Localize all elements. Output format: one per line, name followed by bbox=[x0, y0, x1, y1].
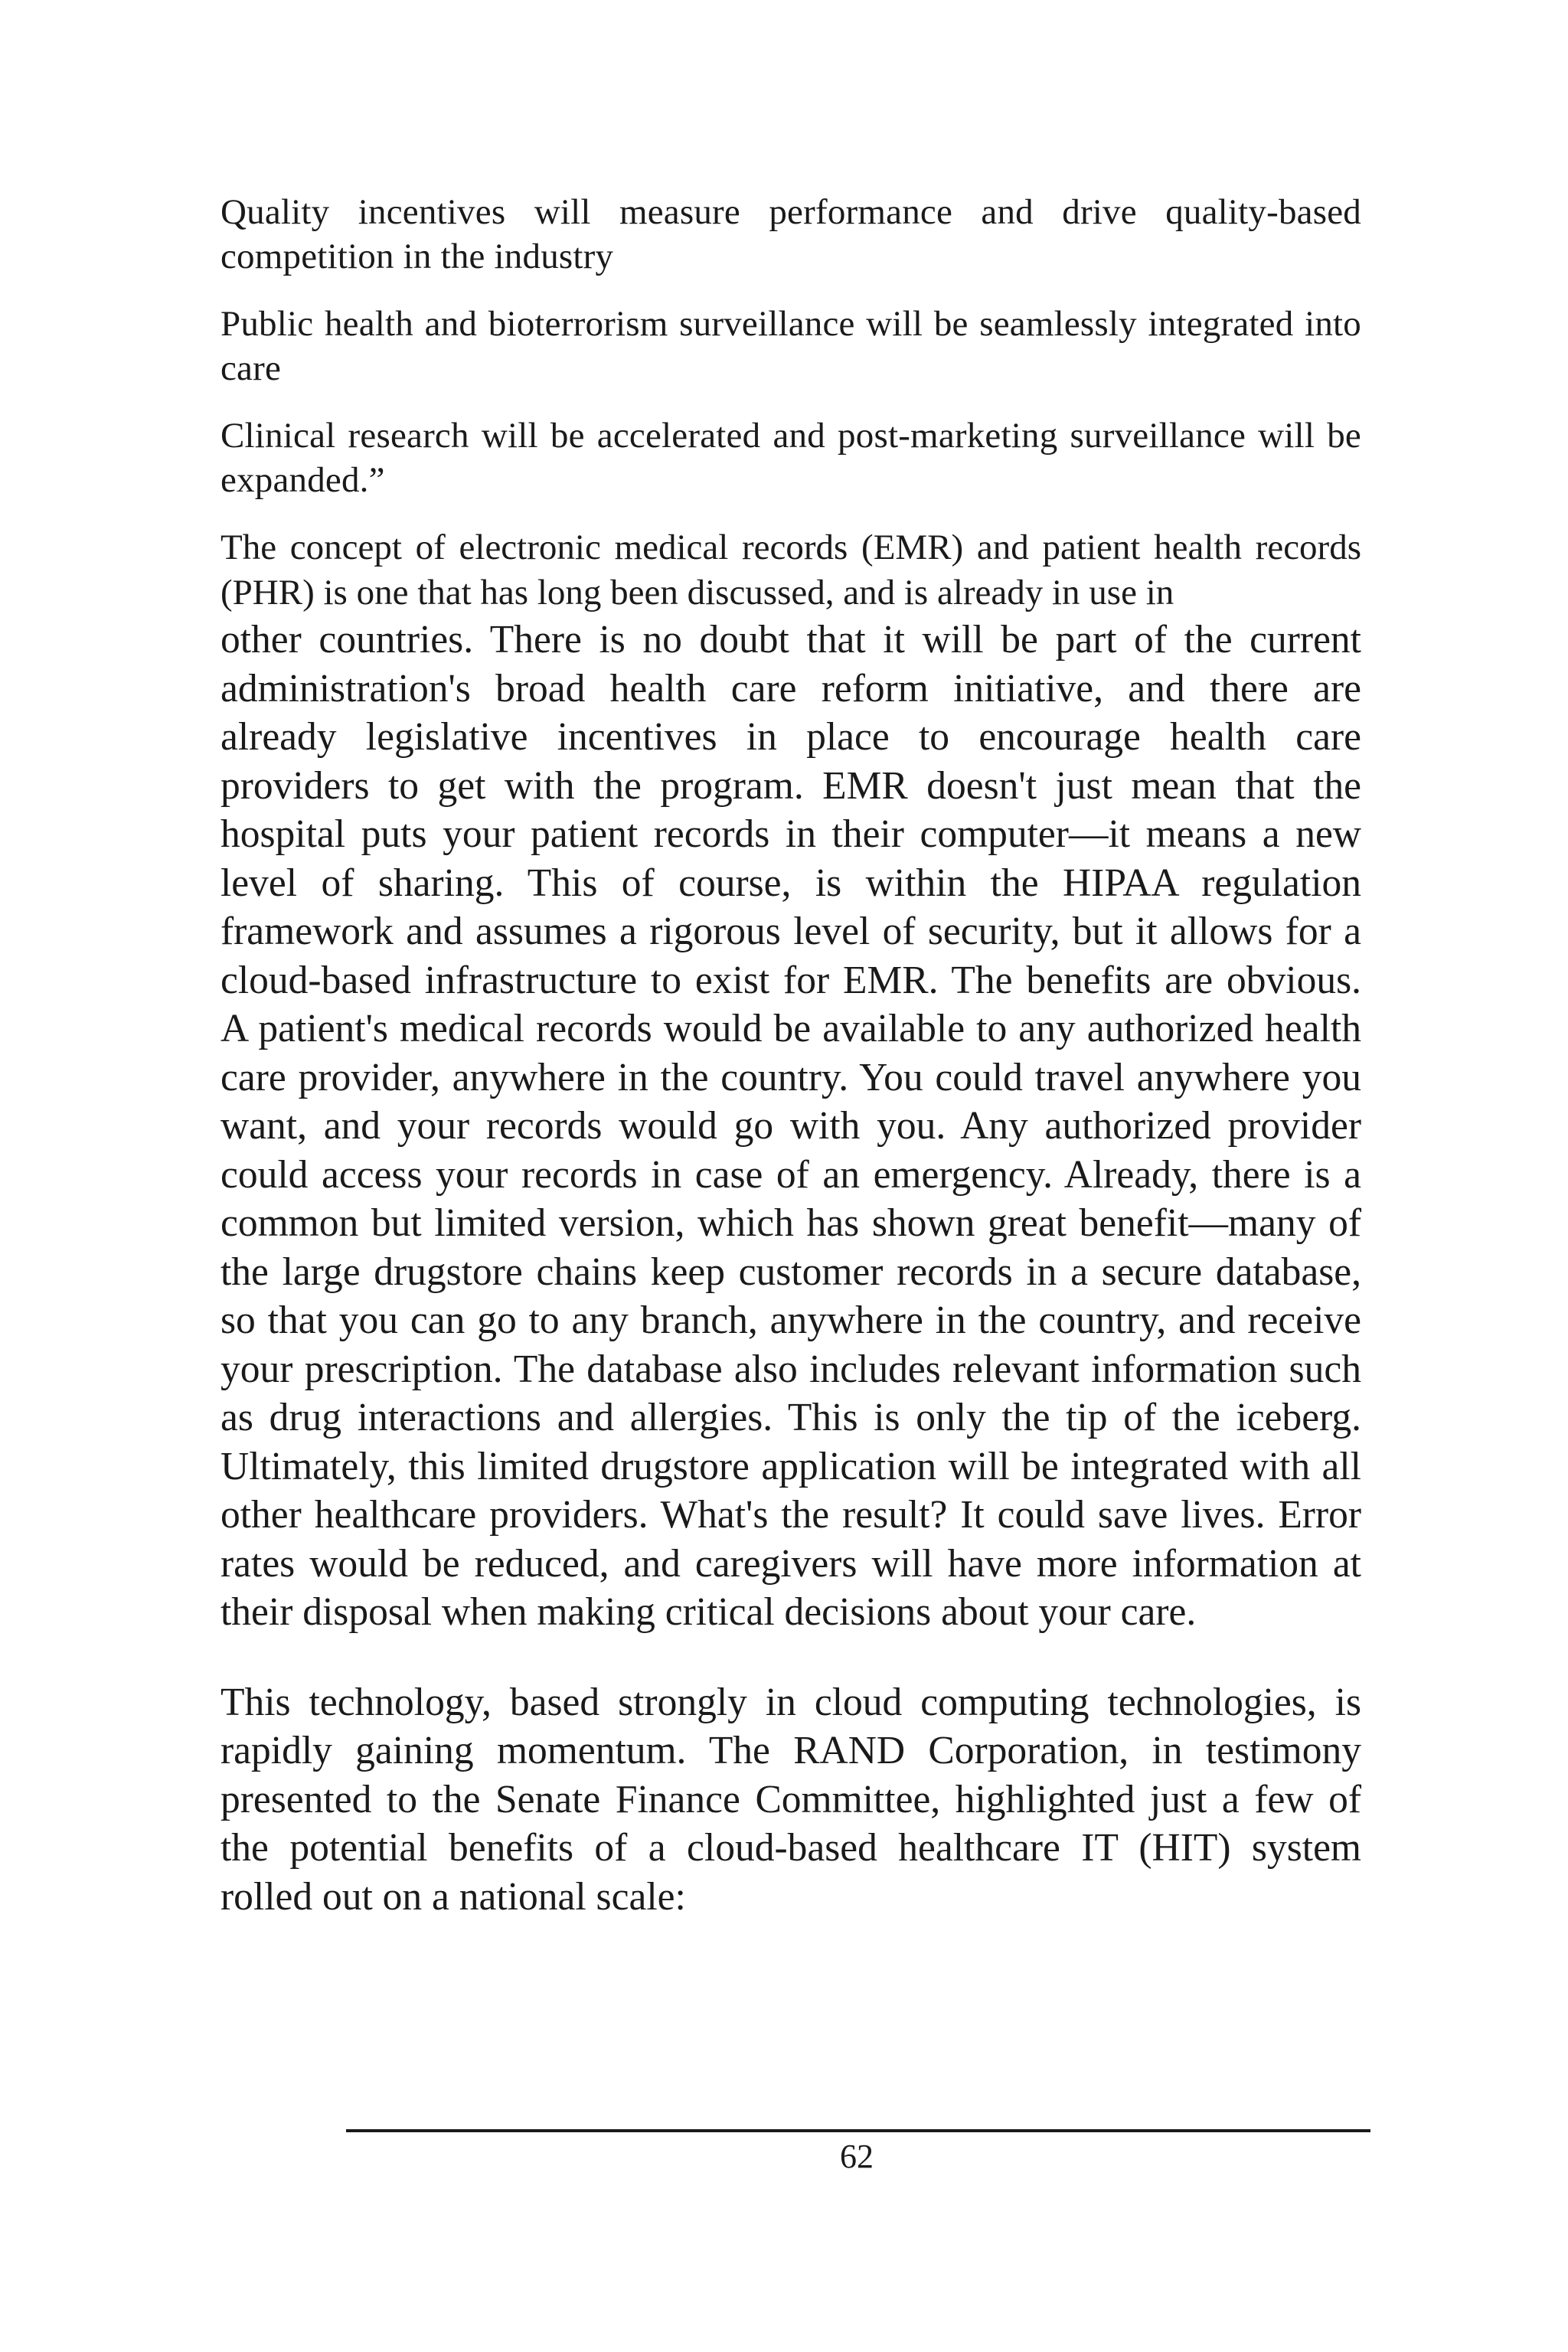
page-content bbox=[220, 190, 1361, 1921]
quote-item-quality-incentives: Quality incentives will measure performance and drive quality-based competition in the industry bbox=[220, 192, 1361, 276]
quote-item-clinical-research: Clinical research will be accelerated and post-marketing surveillance will be expanded.” bbox=[220, 416, 1361, 500]
paragraph-emr-intro: The concept of electronic medical records (EMR) and patient health records (PHR) is one that has long been discussed, and is already in use in bbox=[220, 528, 1361, 612]
paragraph-emr-body: other countries. There is no doubt that it will be part of the current administration's broad health care reform initiative, and there are already legislative incentives in place to encourage health care providers to get with the program. EMR doesn't just mean that the hospital puts your patient records in their computer—it means a new level of sharing. This of course, is within the HIPAA regulation framework and assumes a rigorous level of security, but it allows for a cloud-based infrastructure to exist for EMR. The benefits are obvious. A patient's medical records would be available to any authorized health care provider, anywhere in the country. You could travel anywhere you want, and your records would go with you. Any authorized provider could access your records in case of an emergency. Already, there is a common but limited version, which has shown great benefit—many of the large drugstore chains keep customer records in a secure database, so that you can go to any branch, anywhere in the country, and receive your prescription. The database also includes relevant information such as drug interactions and allergies. This is only the tip of the iceberg. Ultimately, this limited drugstore application will be integrated with all other healthcare providers. What's the result? It could save lives. Error rates would be reduced, and caregivers will have more information at their disposal when making critical decisions about your care. bbox=[220, 618, 1361, 1634]
paragraph-rand-corporation: This technology, based strongly in cloud computing technologies, is rapidly gaining momentum. The RAND Corporation, in testimony presented to the Senate Finance Committee, highlighted just a few of the potential benefits of a cloud-based healthcare IT (HIT) system rolled out on a national scale: bbox=[220, 1680, 1361, 1919]
page-number: 62 bbox=[840, 2138, 874, 2175]
footer-rule bbox=[346, 2129, 1370, 2132]
quote-item-public-health: Public health and bioterrorism surveillance will be seamlessly integrated into care bbox=[220, 304, 1361, 388]
